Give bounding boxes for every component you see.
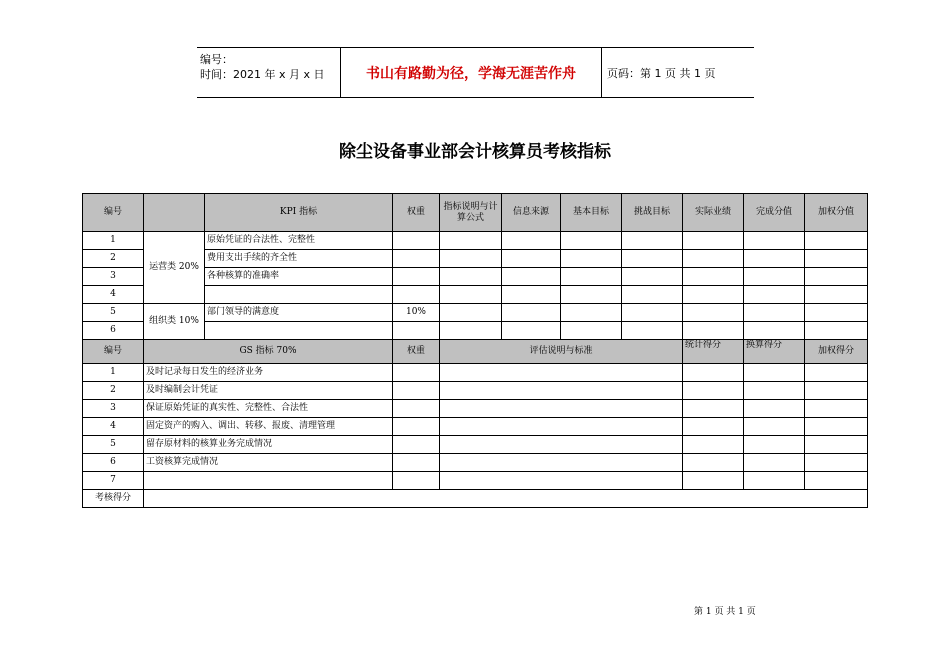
gs-indicator xyxy=(144,472,393,490)
gs-indicator: 工资核算完成情况 xyxy=(144,454,393,472)
kpi-no: 6 xyxy=(83,322,144,340)
gs-header-weighted: 加权得分 xyxy=(805,340,868,364)
gs-header-convert: 换算得分 xyxy=(744,340,805,364)
gs-header-weight: 权重 xyxy=(393,340,440,364)
kpi-header-cell: 指标说明与计算公式 xyxy=(440,194,502,232)
header-meta xyxy=(200,52,325,82)
gs-row xyxy=(83,364,868,382)
kpi-header-cell: KPI 指标 xyxy=(205,194,393,232)
kpi-indicator: 部门领导的满意度 xyxy=(205,304,393,322)
header-motto: 书山有路勤为径，学海无涯苦作舟 xyxy=(340,48,602,97)
header-time: 时间：2021 年 x 月 x 日 xyxy=(200,68,325,81)
kpi-group-organization: 组织类 10% xyxy=(144,304,205,340)
kpi-header-cell: 基本目标 xyxy=(561,194,622,232)
kpi-weight: 10% xyxy=(393,304,440,322)
total-row xyxy=(83,490,868,508)
gs-no: 1 xyxy=(83,364,144,382)
gs-indicator: 及时记录每日发生的经济业务 xyxy=(144,364,393,382)
kpi-header-cell: 完成分值 xyxy=(744,194,805,232)
kpi-indicator: 各种核算的准确率 xyxy=(205,268,393,286)
kpi-header-cell: 编号 xyxy=(83,194,144,232)
kpi-group-operation: 运营类 20% xyxy=(144,232,205,304)
kpi-no: 5 xyxy=(83,304,144,322)
document-title: 除尘设备事业部会计核算员考核指标 xyxy=(339,142,611,162)
kpi-indicator xyxy=(205,286,393,304)
gs-header-stat: 统计得分 xyxy=(683,340,744,364)
gs-header-no: 编号 xyxy=(83,340,144,364)
total-label: 考核得分 xyxy=(83,490,144,508)
gs-header-criteria: 评估说明与标准 xyxy=(440,340,683,364)
gs-no: 7 xyxy=(83,472,144,490)
kpi-row xyxy=(83,232,868,250)
page-header xyxy=(197,47,754,98)
gs-no: 3 xyxy=(83,400,144,418)
gs-no: 4 xyxy=(83,418,144,436)
gs-row xyxy=(83,418,868,436)
kpi-no: 2 xyxy=(83,250,144,268)
kpi-header-cell: 实际业绩 xyxy=(683,194,744,232)
gs-no: 5 xyxy=(83,436,144,454)
gs-indicator: 固定资产的购入、调出、转移、报废、清理管理 xyxy=(144,418,393,436)
kpi-weight xyxy=(393,268,440,286)
gs-no: 2 xyxy=(83,382,144,400)
kpi-weight xyxy=(393,286,440,304)
gs-row xyxy=(83,472,868,490)
gs-header-row xyxy=(83,340,868,364)
gs-row xyxy=(83,382,868,400)
gs-row xyxy=(83,454,868,472)
kpi-header-cell: 权重 xyxy=(393,194,440,232)
kpi-indicator: 原始凭证的合法性、完整性 xyxy=(205,232,393,250)
header-page-info: 页码：第 1 页 共 1 页 xyxy=(607,66,716,80)
kpi-header-cell: 挑战目标 xyxy=(622,194,683,232)
kpi-no: 4 xyxy=(83,286,144,304)
kpi-weight xyxy=(393,250,440,268)
gs-header-indicator: GS 指标 70% xyxy=(144,340,393,364)
kpi-row xyxy=(83,304,868,322)
kpi-header-row xyxy=(83,194,868,232)
gs-row xyxy=(83,400,868,418)
gs-no: 6 xyxy=(83,454,144,472)
kpi-header-cell: 信息来源 xyxy=(502,194,561,232)
kpi-indicator: 费用支出手续的齐全性 xyxy=(205,250,393,268)
gs-row xyxy=(83,436,868,454)
kpi-table xyxy=(82,193,868,508)
header-number: 编号： xyxy=(200,53,233,66)
kpi-header-cell xyxy=(144,194,205,232)
gs-indicator: 及时编制会计凭证 xyxy=(144,382,393,400)
gs-indicator: 留存原材料的核算业务完成情况 xyxy=(144,436,393,454)
kpi-header-cell: 加权分值 xyxy=(805,194,868,232)
kpi-no: 1 xyxy=(83,232,144,250)
kpi-indicator xyxy=(205,322,393,340)
kpi-weight xyxy=(393,322,440,340)
page-footer: 第 1 页 共 1 页 xyxy=(694,607,756,617)
gs-indicator: 保证原始凭证的真实性、完整性、合法性 xyxy=(144,400,393,418)
kpi-no: 3 xyxy=(83,268,144,286)
kpi-weight xyxy=(393,232,440,250)
